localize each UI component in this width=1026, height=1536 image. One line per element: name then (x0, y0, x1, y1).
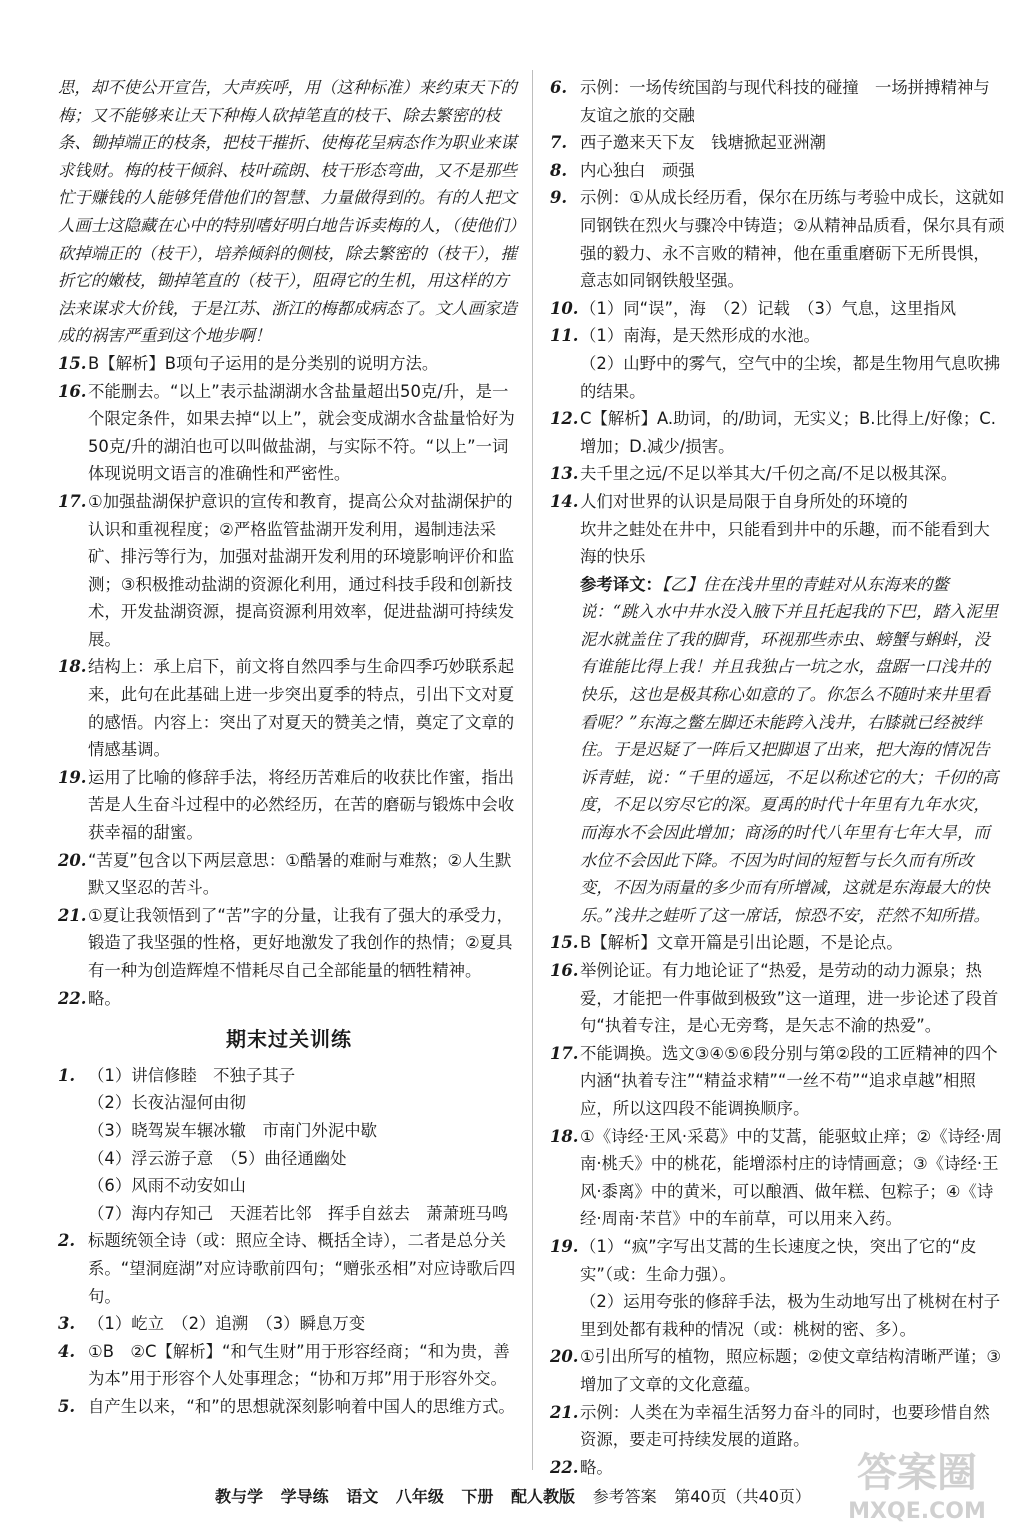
question-number: 7. (550, 133, 568, 153)
footer-brand: 教与学 (215, 1487, 264, 1506)
dictation-line: （3）晓驾炭车辗冰辙 市南门外泥中歇 (88, 1120, 378, 1140)
footer-edition: 配人教版 (511, 1487, 576, 1506)
answer-text: （1）同“误”，海 （2）记载 （3）气息，这里指风 (580, 298, 957, 318)
answer-item (550, 157, 1006, 185)
answer-item (550, 322, 1006, 350)
question-number: 5. (58, 1396, 76, 1416)
answer-item (550, 1233, 1006, 1288)
answer-text: ①《诗经·王风·采葛》中的艾蒿，能驱蚊止痒；②《诗经·周南·桃夭》中的桃花，能增添村庄的诗情画意；③《诗经·王风·黍离》中的黄米，可以酿酒、做年糕、包粽子；④《诗经·周南·芣苢》中的车前草，可以用来入药。 (580, 1126, 1003, 1229)
question-number: 21. (58, 905, 87, 925)
answer-item (550, 405, 1006, 460)
answer-item (550, 516, 1006, 571)
answer-text: B【解析】文章开篇是引出论题，不是论点。 (580, 933, 903, 953)
answer-item (58, 1227, 520, 1310)
question-number: 22. (58, 988, 87, 1008)
dictation-line: （6）风雨不动安如山 (88, 1176, 246, 1196)
dictation-line: （4）浮云游子意 （5）曲径通幽处 (88, 1148, 347, 1168)
dictation-line: （2）长夜沾湿何由彻 (88, 1093, 246, 1113)
answer-text: （2）运用夸张的修辞手法，极为生动地写出了桃树在村子里到处都有栽种的情况（或：桃树的密、多）。 (580, 1292, 1001, 1339)
question-number: 6. (550, 78, 568, 97)
question-number: 10. (550, 298, 579, 318)
watermark-url: MXQE.COM (848, 1499, 986, 1524)
question-number: 11. (550, 326, 579, 346)
answer-item (550, 488, 1006, 516)
question-number: 8. (550, 160, 568, 180)
translation-label: 参考译文： (580, 574, 662, 594)
answer-text: 人们对世界的认识是局限于自身所处的环境的 (580, 491, 908, 511)
column-divider (532, 70, 533, 1470)
answer-item (58, 902, 520, 985)
dictation-line: （7）海内存知己 天涯若比邻 挥手自兹去 萧萧班马鸣 (88, 1203, 509, 1223)
question-number: 15. (58, 353, 87, 373)
answer-text: 标题统领全诗（或：照应全诗、概括全诗），二者是总分关系。“望洞庭湖”对应诗歌前四句；“赠张丞相”对应诗歌后四句。 (88, 1231, 516, 1306)
translation-continued: 思，却不使公开宣告，大声疾呼，用（这种标准）来约束天下的梅；又不能够来让天下种梅人砍掉笔直的枝干、除去繁密的枝条、锄掉端正的枝条，把枝干摧折、使梅花呈病态作为职业来谋求钱财。梅的枝干倾斜、枝叶疏朗、枝干形态弯曲，又不是那些忙于赚钱的人能够凭借他们的智慧、力量做得到的。有的人把文人画士这隐藏在心中的特别嗜好明白地告诉卖梅的人，（使他们）砍掉端正的（枝干），培养倾斜的侧枝，除去繁密的（枝干），摧折它的嫩枝，锄掉笔直的（枝干），阻碍它的生机，用这样的方法来谋求大价钱，于是江苏、浙江的梅都成病态了。文人画家造成的祸害严重到这个地步啊！ (58, 78, 517, 346)
answer-item (550, 129, 1006, 157)
answer-text: C【解析】A.助词，的/助词，无实义；B.比得上/好像；C.增加；D.减少/损害。 (580, 409, 996, 456)
answer-text: （1）“疯”字写出艾蒿的生长速度之快，突出了它的“皮实”（或：生命力强）。 (580, 1236, 977, 1284)
dictation-line: （1）讲信修睦 不独子其子 (88, 1065, 296, 1085)
answer-item (58, 1338, 520, 1393)
answer-item (58, 653, 520, 763)
question-number: 16. (58, 381, 87, 401)
footer-page-number: 第40页（共40页） (674, 1487, 811, 1506)
answer-item (550, 1343, 1006, 1398)
answer-text: 西子邀来天下友 钱塘掀起亚洲潮 (580, 133, 826, 153)
answer-text: ①加强盐湖保护意识的宣传和教育，提高公众对盐湖保护的认识和重视程度；②严格监管盐湖开发利用，遏制违法采矿、排污等行为，加强对盐湖开发利用的环境影响评价和监测；③积极推动盐湖的资源化利用，通过科技手段和创新技术，开发盐湖资源，提高资源利用效率，促进盐湖可持续发展。 (88, 491, 515, 649)
answer-text: 示例：①从成长经历看，保尔在历练与考验中成长，这就如同钢铁在烈火与骤冷中铸造；②从精神品质看，保尔具有顽强的毅力、永不言败的精神，他在重重磨砺下无所畏惧，意志如同钢铁般坚强。 (580, 188, 1005, 291)
answer-text: 运用了比喻的修辞手法，将经历苦难后的收获比作蜜，指出苦是人生奋斗过程中的必然经历，在苦的磨砺与锻炼中会收获幸福的甜蜜。 (88, 767, 515, 843)
answer-text: 内心独白 顽强 (580, 160, 695, 180)
question-number: 21. (550, 1402, 579, 1422)
answer-text: 示例：一场传统国韵与现代科技的碰撞 一场拼搏精神与友谊之旅的交融 (580, 78, 990, 125)
answer-item (550, 1040, 1006, 1123)
reference-translation (550, 571, 1006, 930)
answer-item (58, 488, 520, 654)
answer-item (58, 847, 520, 902)
answer-item (58, 764, 520, 847)
question-number: 9. (550, 188, 568, 208)
answer-text: 略。 (580, 1457, 613, 1477)
translation-text: 【乙】住在浅井里的青蛙对从东海来的鳖说：“跳入水中井水没入腋下并且托起我的下巴，踏入泥里泥水就盖住了我的脚背，环视那些赤虫、螃蟹与蝌蚪，没有谁能比得上我！并且我独占一坑之水，盘踞一口浅井的快乐，这也是极其称心如意的了。你怎么不随时来井里看看呢？”东海之鳖左脚还未能跨入浅井，右膝就已经被绊住。于是迟疑了一阵后又把脚退了出来，把大海的情况告诉青蛙，说：“千里的遥远，不足以称述它的大；千仞的高度，不足以穷尽它的深。夏禹的时代十年里有九年水灾，而海水不会因此增加；商汤的时代八年里有七年大旱，而水位不会因此下降。不因为时间的短暂与长久而有所改变，不因为雨量的多少而有所增减，这就是东海最大的快乐。”浅井之蛙听了这一席话，惊恐不安，茫然不知所措。 (580, 574, 999, 925)
answer-text: 示例：人类在为幸福生活努力奋斗的同时，也要珍惜自然资源，要走可持续发展的道路。 (580, 1402, 990, 1450)
question-number: 20. (550, 1347, 579, 1367)
answer-item (58, 985, 520, 1013)
answer-text: ①引出所写的植物，照应标题；②使文章结构清晰严谨；③增加了文章的文化意蕴。 (580, 1347, 1002, 1394)
answer-item (550, 295, 1006, 323)
question-number: 13. (550, 464, 579, 484)
answer-text: （2）山野中的雾气，空气中的尘埃，都是生物用气息吹拂的结果。 (580, 353, 1001, 401)
question-number: 2. (58, 1231, 76, 1251)
answer-text: 坎井之蛙处在井中，只能看到井中的乐趣，而不能看到大海的快乐 (580, 519, 990, 567)
answer-item (58, 350, 520, 378)
footer-section: 参考答案 (592, 1487, 657, 1506)
watermark-logo (822, 1440, 1012, 1530)
question-number: 19. (550, 1236, 579, 1256)
question-number: 12. (550, 409, 579, 429)
answer-item (58, 378, 520, 488)
right-answer-list-2 (550, 929, 1006, 1481)
question-number: 16. (550, 961, 579, 980)
question-number: 19. (58, 767, 87, 787)
question-number: 14. (550, 491, 579, 511)
answer-item (550, 1123, 1006, 1233)
answer-text: B【解析】B项句子运用的是分类别的说明方法。 (88, 353, 439, 373)
footer-series: 学导练 (280, 1487, 329, 1506)
answer-text: 略。 (88, 988, 121, 1008)
answer-text: ①夏让我领悟到了“苦”字的分量，让我有了强大的承受力，锻造了我坚强的性格，更好地激发了我创作的热情；②夏具有一种为创造辉煌不惜耗尽自己全部能量的牺牲精神。 (88, 905, 514, 980)
answer-item (550, 184, 1006, 294)
answer-text: 结构上：承上启下，前文将自然四季与生命四季巧妙联系起来，此句在此基础上进一步突出夏季的特点，引出下文对夏的感悟。内容上：突出了对夏天的赞美之情，奠定了文章的情感基调。 (88, 657, 515, 760)
answer-text: 夫千里之远/不足以举其大/千仞之高/不足以极其深。 (580, 464, 958, 484)
answer-text: ①B ②C【解析】“和气生财”用于形容经商；“和为贵，善为本”用于形容个人处事理念；“协和万邦”用于形容外交。 (88, 1341, 510, 1389)
answer-text: 举例论证。有力地论证了“热爱，是劳动的动力源泉；热爱，才能把一件事做到极致”这一道理，进一步论述了段首句“执着专注，是心无旁骛，是矢志不渝的热爱”。 (580, 961, 999, 1036)
answer-text: 自产生以来，“和”的思想就深刻影响着中国人的思维方式。 (88, 1396, 515, 1416)
right-answer-list (550, 74, 1006, 571)
question-number: 18. (550, 1126, 579, 1146)
question-number: 3. (58, 1314, 76, 1334)
question-number: 15. (550, 933, 579, 953)
footer-volume: 下册 (461, 1487, 494, 1506)
watermark-title: 答案圈 (857, 1450, 977, 1496)
question-number: 17. (58, 491, 87, 511)
answer-item (550, 460, 1006, 488)
question-number: 22. (550, 1457, 579, 1477)
question-number: 18. (58, 657, 87, 677)
answer-item (550, 1288, 1006, 1343)
final-q1 (58, 1062, 520, 1228)
footer-subject: 语文 (346, 1487, 379, 1506)
answer-text: 不能调换。选文③④⑤⑥段分别与第②段的工匠精神的四个内涵“执着专注”“精益求精”“一丝不苟”“追求卓越”相照应，所以这四段不能调换顺序。 (580, 1043, 998, 1118)
answer-item (58, 1393, 520, 1421)
footer-grade: 八年级 (395, 1487, 444, 1506)
question-number: 20. (58, 850, 87, 870)
answer-item (550, 350, 1006, 405)
section-title: 期末过关训练 (226, 1027, 352, 1052)
answer-text: （1）南海，是天然形成的水池。 (580, 326, 820, 346)
answer-item (58, 1310, 520, 1338)
left-column (58, 74, 520, 1421)
answer-text: （1）屹立 （2）追溯 （3）瞬息万变 (88, 1314, 366, 1334)
question-number: 17. (550, 1043, 579, 1063)
question-number: 4. (58, 1341, 76, 1361)
answer-item (550, 957, 1006, 1040)
final-answer-list (58, 1227, 520, 1420)
answer-item (550, 929, 1006, 957)
answer-item (550, 74, 1006, 129)
answer-text: 不能删去。“以上”表示盐湖湖水含盐量超出50克/升，是一个限定条件，如果去掉“以上”，就会变成湖水含盐量恰好为50克/升的湖泊也可以叫做盐湖，与实际不符。“以上”一词体现说明文语言的准确性和严密性。 (88, 381, 515, 484)
right-column (550, 74, 1006, 1481)
left-answer-list (58, 350, 520, 1012)
question-number: 1. (58, 1065, 76, 1085)
answer-text: “苦夏”包含以下两层意思：①酷暑的难耐与难熬；②人生默默又坚忍的苦斗。 (88, 850, 512, 898)
